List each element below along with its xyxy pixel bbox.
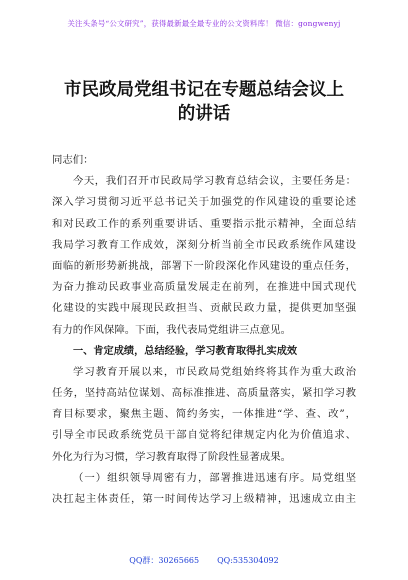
paragraph-line: 任务，坚持高站位谋划、高标准推进、高质量落实，紧扣学习教 <box>52 387 356 400</box>
paragraph-line: 引导全市民政系统党员干部自觉将纪律规定内化为价值追求、 <box>52 429 356 442</box>
paragraph-line: 深入学习贯彻习近平总书记关于加强党的作风建设的重要论述 <box>52 196 356 209</box>
paragraph-line: 化建设的实践中展现民政担当、贡献民政力量，提供更加坚强 <box>52 302 356 315</box>
paragraph-line: 和对民政工作的系列重要讲话、重要指示批示精神，全面总结 <box>52 217 356 230</box>
salutation: 同志们： <box>52 154 94 166</box>
section-heading: 一、肯定成绩，总结经验，学习教育取得扎实成效 <box>73 345 298 357</box>
paragraph-line: （一）组织领导周密有力，部署推进迅速有序。局党组坚 <box>73 471 356 484</box>
paragraph-line: 有力的作风保障。下面，我代表局党组讲三点意见。 <box>52 323 291 336</box>
paragraph-line: 面临的新形势新挑战，部署下一阶段深化作风建设的重点任务， <box>52 259 356 272</box>
document-body <box>52 150 356 510</box>
paragraph-3 <box>52 468 356 510</box>
footer-qq-group: QQ群：30265665 <box>129 556 200 565</box>
paragraph-line: 育目标要求，聚焦主题、简约务实，一体推进“学、查、改”， <box>52 408 356 421</box>
paragraph-line: 今天，我们召开市民政局学习教育总结会议，主要任务是： <box>73 175 356 188</box>
document-title <box>44 78 364 126</box>
paragraph-2 <box>52 362 356 468</box>
paragraph-line: 外化为行为习惯，学习教育取得了阶段性显著成果。 <box>52 450 291 463</box>
paragraph-line: 学习教育开展以来，市民政局党组始终将其作为重大政治 <box>73 365 356 378</box>
paragraph-1 <box>52 171 356 341</box>
footer-qq: QQ:535304092 <box>217 556 279 565</box>
paragraph-line: 为奋力推动民政事业高质量发展走在前列，在推进中国式现代 <box>52 281 356 294</box>
footer-contact <box>0 555 408 566</box>
header-banner: 关注头条号“公文研究”，获得最新最全最专业的公文资料库！ 微信：gongwenyj <box>67 19 341 28</box>
paragraph-line: 决扛起主体责任，第一时间传达学习上级精神，迅速成立由主 <box>52 493 356 506</box>
paragraph-line: 我局学习教育工作成效，深刻分析当前全市民政系统作风建设 <box>52 238 356 251</box>
title-line-2: 的讲话 <box>177 104 231 124</box>
title-line-1: 市民政局党组书记在专题总结会议上 <box>64 80 344 100</box>
